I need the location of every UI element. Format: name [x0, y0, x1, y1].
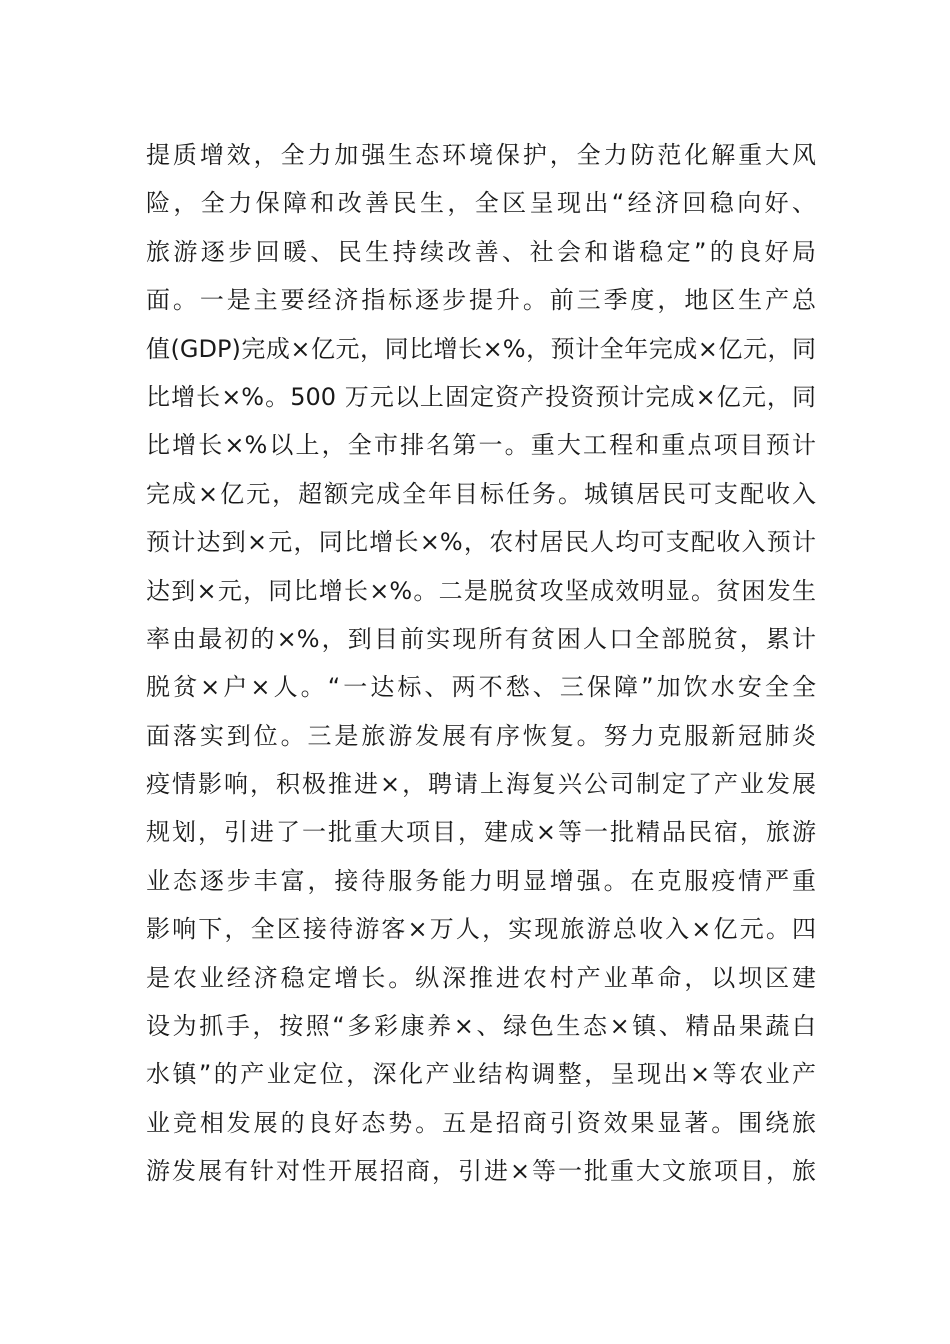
- text-line: 比增长×%以上，全市排名第一。重大工程和重点项目预计: [146, 431, 816, 460]
- text-line: 提质增效，全力加强生态环境保护，全力防范化解重大风: [146, 141, 816, 169]
- text-line: 率由最初的×%，到目前实现所有贫困人口全部脱贫，累计: [146, 624, 816, 653]
- text-line: 游发展有针对性开展招商，引进×等一批重大文旅项目，旅: [146, 1157, 816, 1186]
- text-line: 影响下，全区接待游客×万人，实现旅游总收入×亿元。四: [146, 915, 816, 944]
- text-line: 水镇”的产业定位，深化产业结构调整，呈现出×等农业产: [146, 1060, 816, 1089]
- body-paragraph: [146, 131, 816, 1196]
- text-line: 规划，引进了一批重大项目，建成×等一批精品民宿，旅游: [146, 818, 816, 847]
- text-line: 疫情影响，积极推进×，聘请上海复兴公司制定了产业发展: [146, 770, 816, 799]
- text-line: 险，全力保障和改善民生，全区呈现出“经济回稳向好、: [146, 189, 816, 218]
- text-line: 设为抓手，按照“多彩康养×、绿色生态×镇、精品果蔬白: [146, 1012, 816, 1041]
- text-line: 是农业经济稳定增长。纵深推进农村产业革命，以坝区建: [146, 963, 816, 992]
- text-line: 业态逐步丰富，接待服务能力明显增强。在克服疫情严重: [146, 866, 816, 895]
- text-line: 值(GDP)完成×亿元，同比增长×%，预计全年完成×亿元，同: [146, 334, 816, 363]
- text-line: 面。一是主要经济指标逐步提升。前三季度，地区生产总: [146, 286, 816, 315]
- text-line: 业竞相发展的良好态势。五是招商引资效果显著。围绕旅: [146, 1108, 816, 1137]
- text-line: 脱贫×户×人。“一达标、两不愁、三保障”加饮水安全全: [146, 673, 816, 702]
- text-line: 预计达到×元，同比增长×%，农村居民人均可支配收入预计: [146, 528, 816, 557]
- text-line: 达到×元，同比增长×%。二是脱贫攻坚成效明显。贫困发生: [146, 576, 816, 605]
- text-line: 完成×亿元，超额完成全年目标任务。城镇居民可支配收入: [146, 479, 816, 508]
- text-line: 面落实到位。三是旅游发展有序恢复。努力克服新冠肺炎: [146, 721, 816, 750]
- text-line: 旅游逐步回暖、民生持续改善、社会和谐稳定”的良好局: [146, 237, 816, 266]
- text-line: 比增长×%。500 万元以上固定资产投资预计完成×亿元，同: [146, 382, 816, 411]
